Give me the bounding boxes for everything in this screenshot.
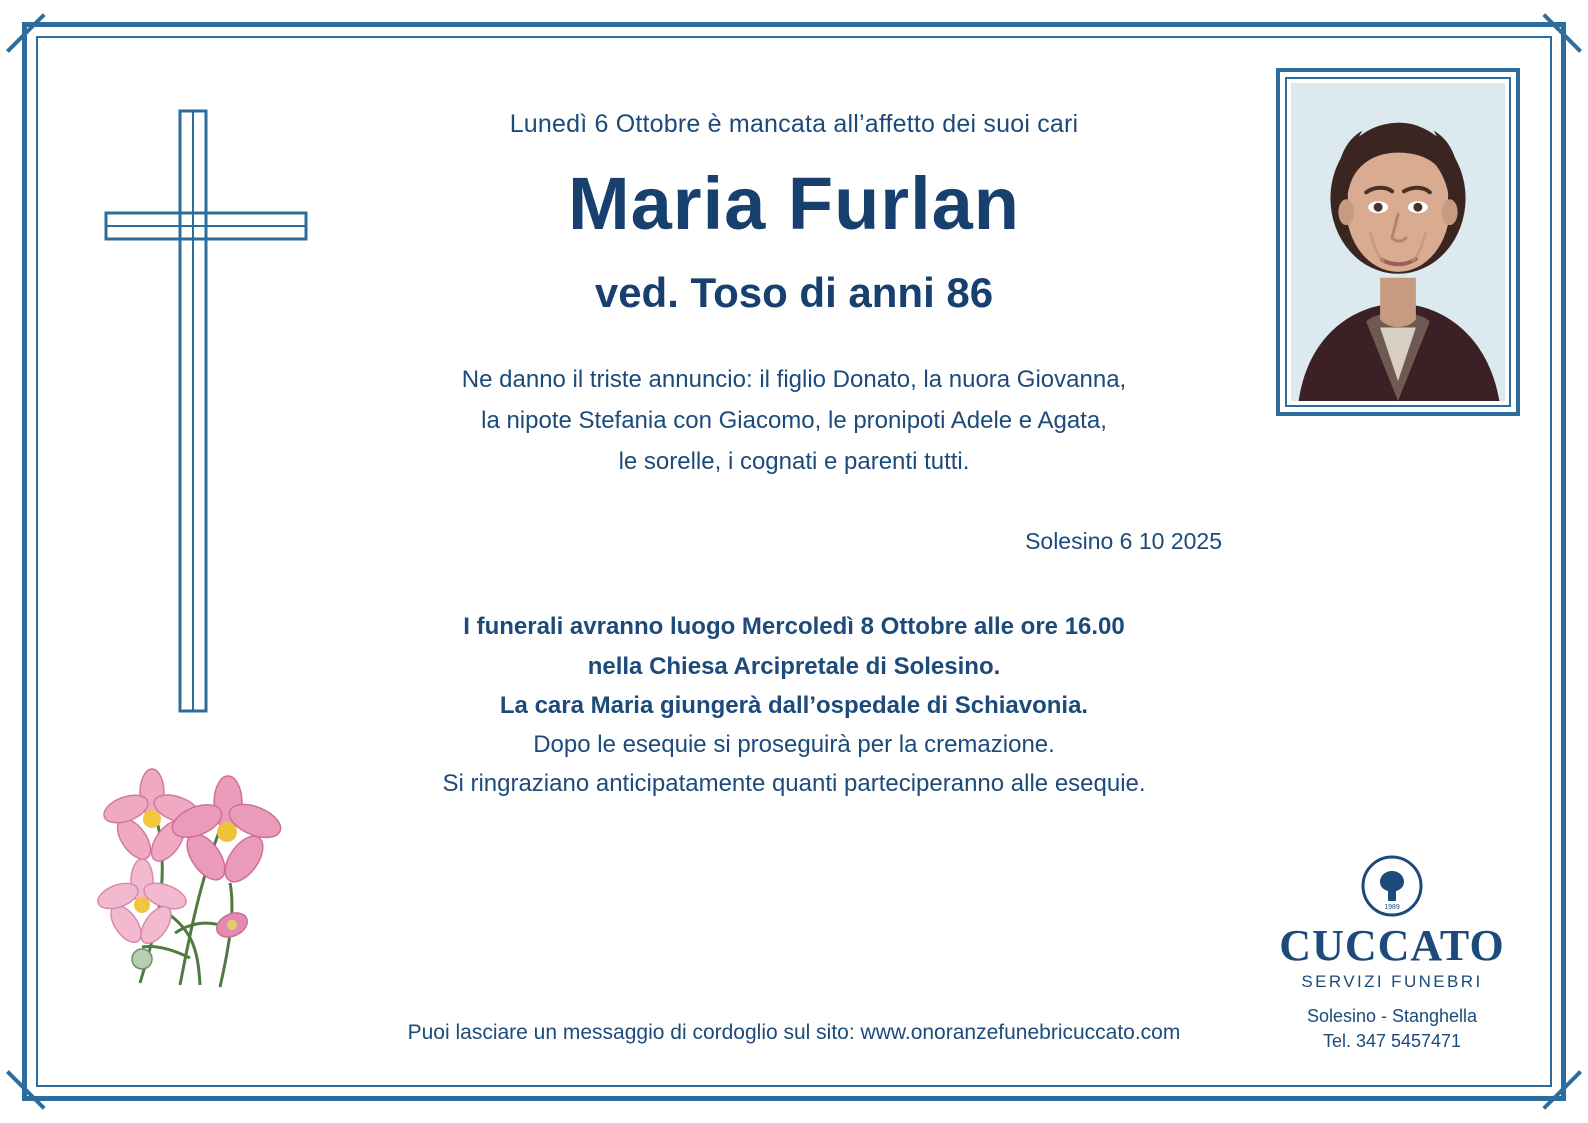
funeral-line: Dopo le esequie si proseguirà per la cremazione. — [533, 730, 1055, 758]
tree-in-circle-icon — [1262, 855, 1522, 922]
announcement-line: Ne danno il triste annuncio: il figlio Donato, la nuora Giovanna, — [461, 365, 1127, 393]
death-date-line: Lunedì 6 Ottobre è mancata all’affetto dei suoi cari — [509, 110, 1079, 138]
condolence-website-line[interactable]: Puoi lasciare un messaggio di cordoglio sul sito: www.onoranzefunebricuccato.com — [407, 1021, 1181, 1044]
notice-text-block — [360, 110, 1228, 803]
funeral-details — [360, 607, 1228, 803]
svg-text:1989: 1989 — [1384, 904, 1400, 912]
announcement-paragraph — [360, 359, 1228, 483]
funeral-line: Si ringraziano anticipatamente quanti parteciperanno alle esequie. — [442, 769, 1146, 797]
logo-phone: Tel. 347 5457471 — [1322, 1030, 1462, 1051]
place-and-date: Solesino 6 10 2025 — [1025, 528, 1222, 555]
deceased-subtitle: ved. Toso di anni 86 — [594, 268, 994, 316]
announcement-line: la nipote Stefania con Giacomo, le pronipoti Adele e Agata, — [481, 406, 1107, 434]
logo-subtitle: SERVIZI FUNEBRI — [1301, 972, 1483, 992]
funeral-line: nella Chiesa Arcipretale di Solesino. — [587, 652, 1001, 680]
logo-address: Solesino - Stanghella — [1306, 1006, 1478, 1027]
announcement-line: le sorelle, i cognati e parenti tutti. — [618, 448, 970, 476]
funeral-home-logo — [1262, 855, 1522, 1053]
funeral-line: I funerali avranno luogo Mercoledì 8 Ottobre alle ore 16.00 — [463, 613, 1125, 641]
deceased-name: Maria Furlan — [568, 162, 1020, 245]
pink-cosmos-flowers-illustration — [80, 733, 340, 993]
portrait-photo-frame — [1276, 68, 1520, 416]
cross-icon — [100, 105, 320, 725]
funeral-line: La cara Maria giungerà dall’ospedale di Schiavonia. — [499, 691, 1089, 719]
logo-company-name: CUCCATO — [1279, 921, 1505, 971]
avatar — [1291, 83, 1505, 401]
